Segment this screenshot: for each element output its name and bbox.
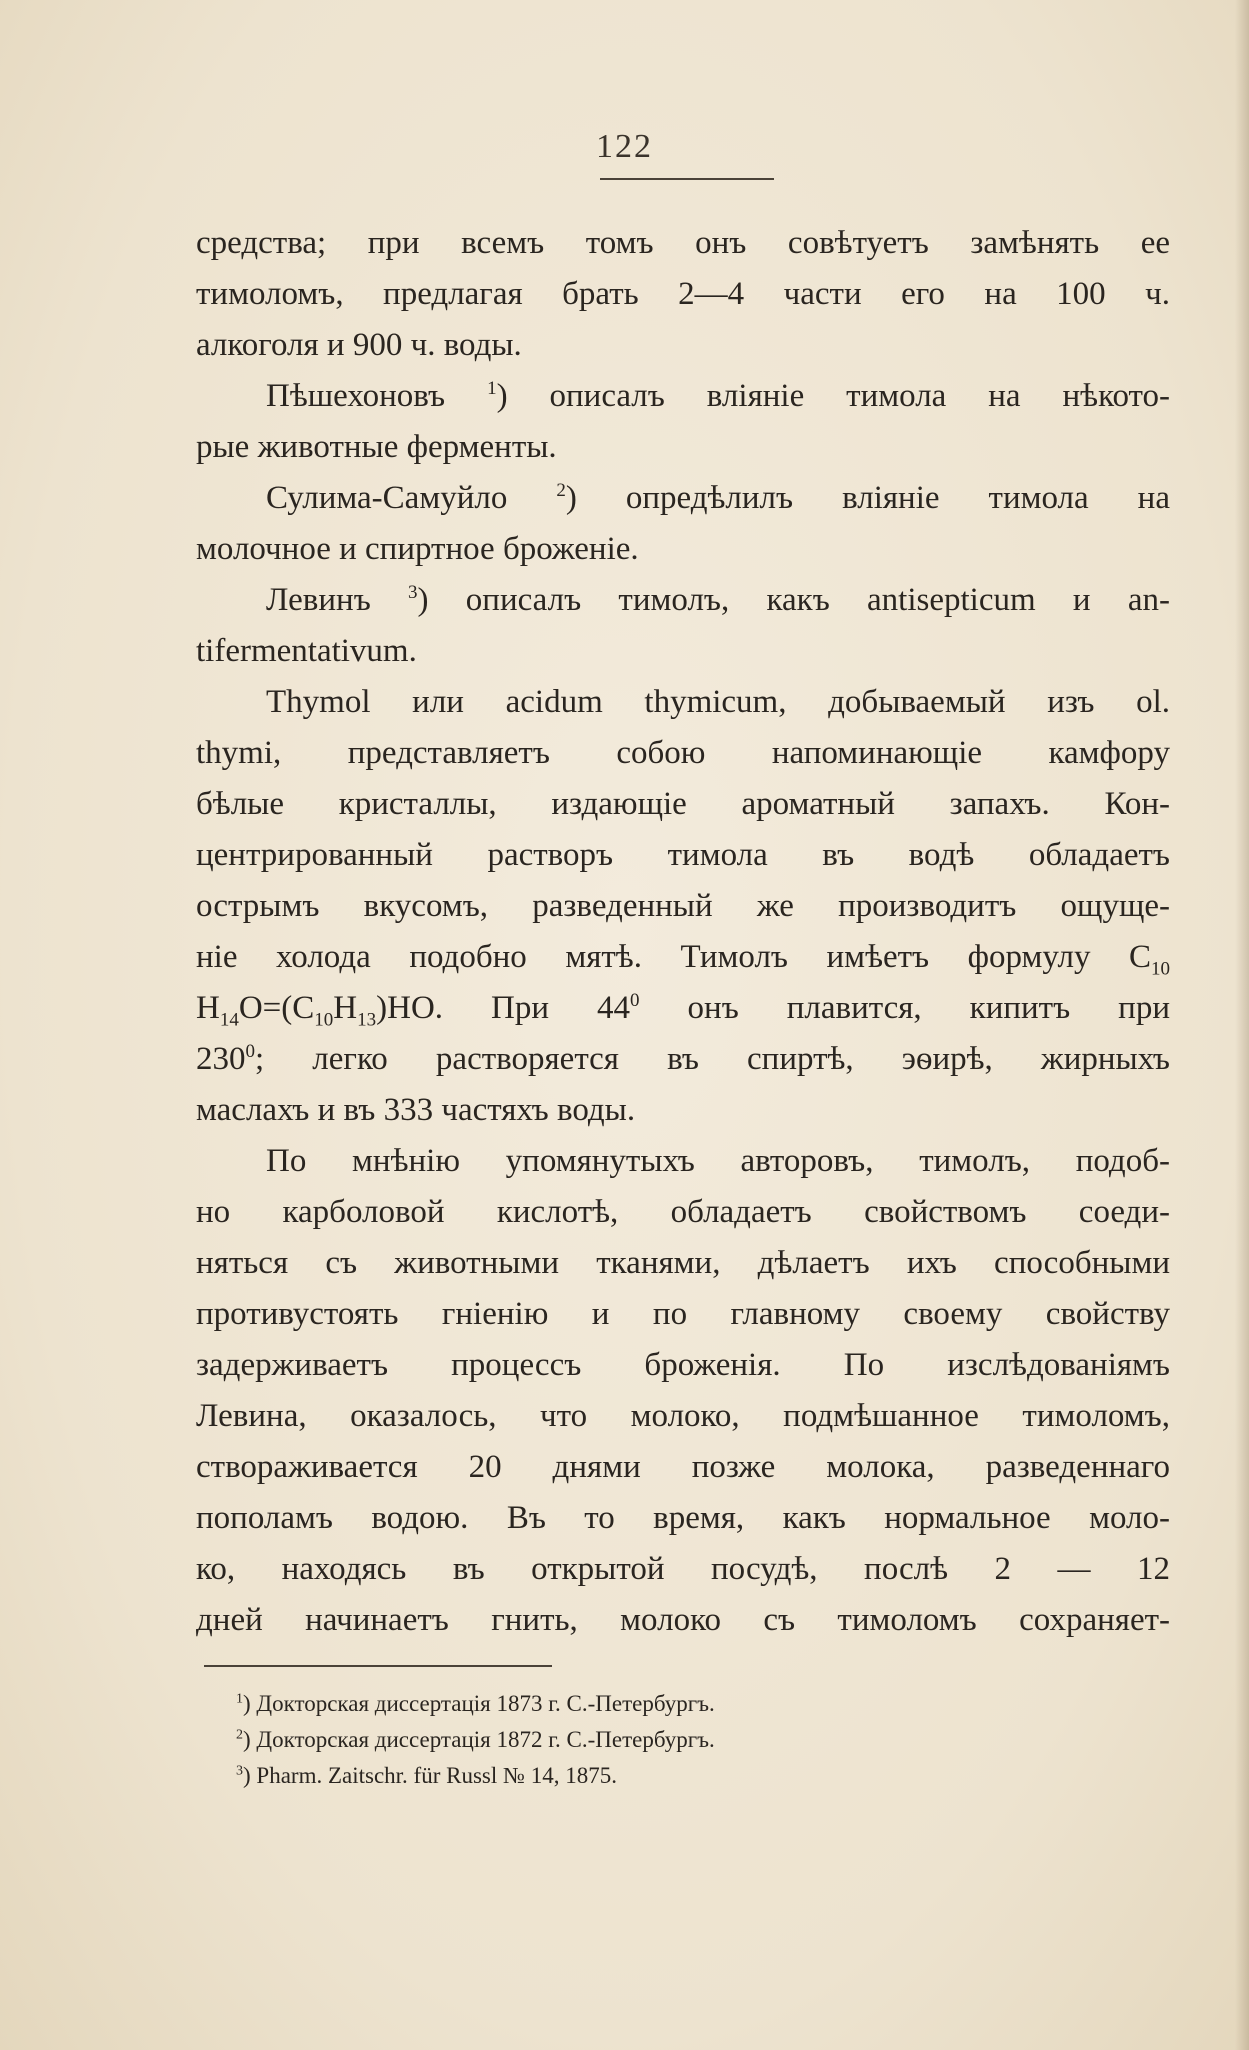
text-line <box>196 1340 1170 1391</box>
line-content: острымъ вкусомъ, разведенный же производитъ ощуще- <box>196 888 1170 924</box>
text-line <box>196 575 1170 626</box>
text-line <box>196 1136 1170 1187</box>
line-content: ніе холода подобно мятѣ. Тимолъ имѣетъ формулу $C_{10}$ <box>196 939 1170 980</box>
text-line <box>196 422 1170 473</box>
footnote-ref: 3 <box>408 582 418 603</box>
line-content: молочное и спиртное броженіе. <box>196 531 639 567</box>
text-line <box>196 320 1170 371</box>
line-content: но карболовой кислотѣ, обладаетъ свойствомъ соеди- <box>196 1194 1170 1230</box>
subscript: 10 <box>1151 958 1170 980</box>
line-content: рые животные ферменты. <box>196 429 557 465</box>
line-content: ко, находясь въ открытой посудѣ, послѣ 2 — 12 <box>196 1551 1170 1587</box>
line-content: дней начинаетъ гнить, молоко съ тимоломъ сохраняет- <box>196 1602 1170 1638</box>
line-content: thymi, представляетъ собою напоминающіе камфору <box>196 735 1170 771</box>
line-content: Сулима-Самуйло $^2$) опредѣлилъ вліяніе тимола на <box>266 480 1170 516</box>
text-line <box>196 1289 1170 1340</box>
line-content: Пѣшехоновъ $^1$) описалъ вліяніе тимола на нѣкото- <box>266 378 1170 414</box>
line-content: задерживаетъ процессъ броженія. По изслѣдованіямъ <box>196 1347 1170 1383</box>
line-content: Левинъ $^3$) описалъ тимолъ, какъ antisepticum и an- <box>266 582 1170 618</box>
footnote-ref: 1 <box>487 378 497 399</box>
footnote <box>236 1722 1136 1758</box>
line-content: tifermentativum. <box>196 633 417 669</box>
text-line <box>196 881 1170 932</box>
header-rule <box>600 178 774 180</box>
text-line <box>196 1187 1170 1238</box>
text-line <box>196 728 1170 779</box>
line-content: Thymol или acidum thymicum, добываемый изъ ol. <box>266 684 1170 720</box>
line-content: $230^0$; легко растворяется въ спиртѣ, эѳирѣ, жирныхъ <box>196 1041 1170 1077</box>
footnote-mark: 1 <box>236 1691 243 1707</box>
footnotes <box>236 1686 1136 1794</box>
line-content: тимоломъ, предлагая брать 2—4 части его на 100 ч. <box>196 276 1170 312</box>
footnote <box>236 1686 1136 1722</box>
footnote-mark: 2 <box>236 1727 243 1743</box>
footnote-text: ) Докторская диссертація 1872 г. С.-Петербургъ. <box>243 1727 715 1752</box>
text-line <box>196 1595 1170 1646</box>
text-line <box>196 269 1170 320</box>
footnote-text: ) Pharm. Zaitschr. für Russl № 14, 1875. <box>243 1763 617 1788</box>
line-content: противустоять гніенію и по главному своему свойству <box>196 1296 1170 1332</box>
subscript: 13 <box>357 1009 377 1031</box>
line-content: бѣлые кристаллы, издающіе ароматный запахъ. Кон- <box>196 786 1170 822</box>
line-content: створаживается 20 днями позже молока, разведеннаго <box>196 1449 1170 1485</box>
text-line <box>196 1034 1170 1085</box>
text-line <box>196 473 1170 524</box>
text-line <box>196 371 1170 422</box>
text-line <box>196 1493 1170 1544</box>
body-text <box>196 218 1170 1646</box>
text-line <box>196 524 1170 575</box>
text-line <box>196 626 1170 677</box>
subscript: 14 <box>219 1009 239 1031</box>
footnote <box>236 1758 1136 1794</box>
superscript: 0 <box>630 990 640 1011</box>
text-line <box>196 1391 1170 1442</box>
subscript: 10 <box>314 1009 334 1031</box>
line-content: алкоголя и 900 ч. воды. <box>196 327 522 363</box>
line-content: няться съ животными тканями, дѣлаетъ ихъ способными <box>196 1245 1170 1281</box>
text-line <box>196 779 1170 830</box>
text-line <box>196 932 1170 983</box>
text-line <box>196 1085 1170 1136</box>
footnote-mark: 3 <box>236 1763 243 1779</box>
line-content: маслахъ и въ 333 частяхъ воды. <box>196 1092 636 1128</box>
text-line <box>196 1238 1170 1289</box>
line-content: средства; при всемъ томъ онъ совѣтуетъ замѣнять ее <box>196 225 1170 261</box>
page-number: 122 <box>596 128 653 165</box>
line-content: По мнѣнію упомянутыхъ авторовъ, тимолъ, подоб- <box>266 1143 1170 1179</box>
line-content: Левина, оказалось, что молоко, подмѣшанное тимоломъ, <box>196 1398 1170 1434</box>
text-line <box>196 983 1170 1034</box>
text-line <box>196 1442 1170 1493</box>
footnote-text: ) Докторская диссертація 1873 г. С.-Петербургъ. <box>243 1691 715 1716</box>
line-content: центрированный растворъ тимола въ водѣ обладаетъ <box>196 837 1170 873</box>
text-line <box>196 1544 1170 1595</box>
text-line <box>196 218 1170 269</box>
line-content: пополамъ водою. Въ то время, какъ нормальное моло- <box>196 1500 1170 1536</box>
line-content: $H_{14}O=(C_{10}H_{13})HO$. При $44^0$ онъ плавится, кипитъ при <box>196 990 1170 1031</box>
text-line <box>196 677 1170 728</box>
footnote-ref: 2 <box>556 480 566 501</box>
text-line <box>196 830 1170 881</box>
footnote-ref: 0 <box>245 1041 255 1062</box>
page-edge-shadow <box>1235 0 1249 2050</box>
footnote-rule <box>204 1665 552 1667</box>
